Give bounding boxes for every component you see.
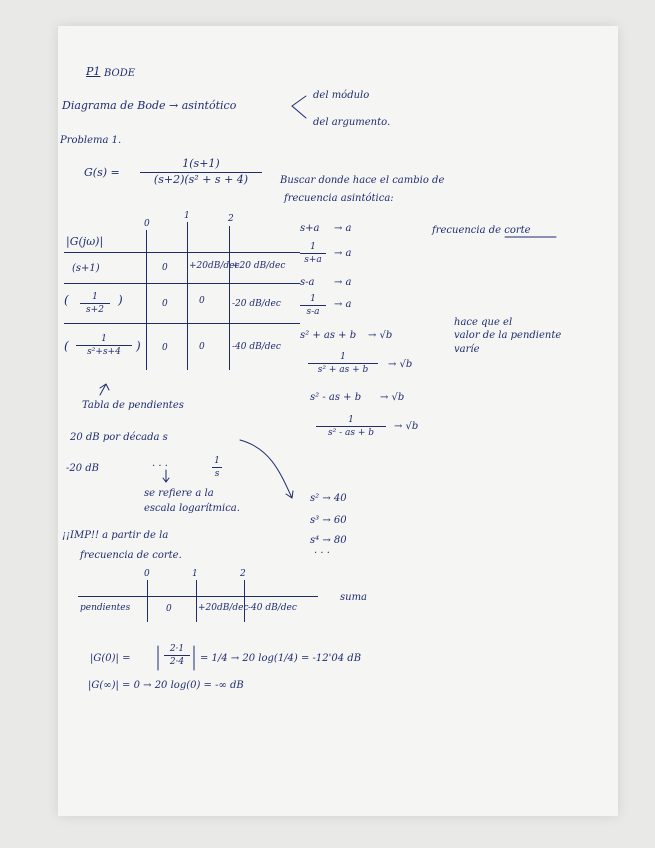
rule-7-rhs: → √b <box>380 392 405 403</box>
page-code: P1 <box>86 65 101 78</box>
result-g0-lhs: |G(0)| = <box>90 653 131 664</box>
result-g0-fraction <box>164 644 190 668</box>
slope-row-2-c0: 0 <box>162 299 168 309</box>
rule-5-rhs: → √b <box>368 330 393 341</box>
rule-8-den: s² - as + b <box>328 428 374 439</box>
rule-4-den: s-a <box>306 307 320 318</box>
rule-3-rhs: → a <box>334 277 352 288</box>
important-line-2: frecuencia de corte. <box>80 550 182 561</box>
slope-row-2-paren-open: ( <box>64 293 69 307</box>
rule-1-lhs: s+a <box>300 223 320 234</box>
transfer-function-fraction <box>140 158 262 186</box>
corner-frequency-text: frecuencia de corte <box>432 225 531 236</box>
sum-table-cell-1: +20dB/dec <box>198 603 249 613</box>
sum-table-col-0: 0 <box>144 569 150 579</box>
decade-note-line-1: 20 dB por década s <box>70 432 168 443</box>
slope-table-vline-2 <box>229 226 230 370</box>
sum-table-col-2: 2 <box>240 569 246 579</box>
rule-4-rhs: → a <box>334 299 352 310</box>
decade-note-fraction <box>212 456 222 480</box>
rule-1-rhs: → a <box>334 223 352 234</box>
power-ellipsis: · · · <box>314 548 330 559</box>
slope-table-header: |G(jω)| <box>66 235 104 248</box>
fraction-bar <box>300 253 326 254</box>
slope-row-1-c0: 0 <box>162 263 168 273</box>
fraction-bar <box>316 426 386 427</box>
sum-table-cell-0: 0 <box>166 604 172 614</box>
sum-table-vline-0 <box>147 580 148 622</box>
power-s3: s³ → 60 <box>310 515 347 526</box>
rule-3-lhs: s-a <box>300 277 315 288</box>
side-note-slope-line-3: varíe <box>454 344 480 355</box>
fraction-bar <box>164 655 190 656</box>
note-search-line-2: frecuencia asintótica: <box>284 193 394 204</box>
slope-row-3-c0: 0 <box>162 343 168 353</box>
intro-branch-argumento: del argumento. <box>313 117 391 128</box>
rule-2-rhs: → a <box>334 248 352 259</box>
sum-table-vline-1 <box>196 580 197 622</box>
slope-row-3-paren-close: ) <box>136 339 141 353</box>
rule-2-fraction <box>300 242 326 266</box>
sum-table-note: suma <box>340 592 368 603</box>
slope-row-3-c1: 0 <box>199 342 205 352</box>
power-s4: s⁴ → 80 <box>310 535 347 546</box>
decade-note-fraction-num: 1 <box>214 456 220 466</box>
sum-table-cell-2: -40 dB/dec <box>248 603 297 613</box>
rule-6-num: 1 <box>340 352 346 362</box>
slope-table-hline-1 <box>64 283 300 284</box>
side-note-slope-line-2: valor de la pendiente <box>454 330 562 341</box>
transfer-function-numerator: 1(s+1) <box>182 157 220 170</box>
result-g0-den: 2·4 <box>169 657 185 668</box>
result-ginf: |G(∞)| = 0 → 20 log(0) = -∞ dB <box>88 680 244 691</box>
intro-title: Diagrama de Bode → asintótico <box>62 99 237 112</box>
power-s2: s² → 40 <box>310 493 347 504</box>
slope-row-2-c2: -20 dB/dec <box>232 299 281 309</box>
sum-table-row-label: pendientes <box>80 603 131 613</box>
rule-5-lhs: s² + as + b <box>300 330 357 341</box>
slope-row-2-paren-close: ) <box>118 293 123 307</box>
slope-table-hline-0 <box>64 252 300 253</box>
rule-6-den: s² + as + b <box>317 365 369 376</box>
rule-8-rhs: → √b <box>394 421 419 432</box>
slope-table-hline-2 <box>64 323 300 324</box>
slope-row-3-c2: -40 dB/dec <box>232 342 281 352</box>
slope-table-caption: Tabla de pendientes <box>82 400 184 411</box>
decade-note-line-2-mid: · · · <box>152 461 168 472</box>
slope-row-2-factor <box>80 292 110 316</box>
rule-2-num: 1 <box>310 242 316 252</box>
decade-note-fraction-den: s <box>214 469 220 480</box>
rule-8-num: 1 <box>348 415 354 425</box>
side-note-corner-frequency <box>432 225 531 236</box>
slope-row-2-c1: 0 <box>199 296 205 306</box>
sum-table-hline <box>78 596 318 597</box>
fraction-bar <box>300 305 326 306</box>
result-g0-rest: = 1/4 → 20 log(1/4) = -12'04 dB <box>200 653 362 664</box>
decade-note-line-2-lhs: -20 dB <box>66 463 100 474</box>
slope-table-col-0: 0 <box>144 219 150 229</box>
sum-table-vline-2 <box>244 580 245 622</box>
important-line-1: ¡¡IMP!! a partir de la <box>62 530 169 541</box>
intro-branch-modulo: del módulo <box>313 90 370 101</box>
decade-note-refers-1: se refiere a la <box>144 488 214 499</box>
rule-6-rhs: → √b <box>388 359 413 370</box>
rule-4-num: 1 <box>310 294 316 304</box>
rule-4-fraction <box>300 294 326 318</box>
decade-note-refers-2: escala logarítmica. <box>144 503 240 514</box>
rule-2-den: s+a <box>304 255 322 266</box>
transfer-function-denominator: (s+2)(s² + s + 4) <box>153 172 249 186</box>
fraction-bar <box>80 303 110 304</box>
side-note-slope-line-1: hace que el <box>454 317 513 328</box>
slope-table-vline-0 <box>146 230 147 370</box>
slope-row-3-paren-open: ( <box>64 339 69 353</box>
slope-row-2-den: s+2 <box>86 305 104 316</box>
sum-table-col-1: 1 <box>192 569 198 579</box>
slope-table-vline-1 <box>187 222 188 370</box>
slope-row-1-c2: +20 dB/dec <box>232 261 286 271</box>
slope-table-col-2: 2 <box>228 214 234 224</box>
slope-row-3-num: 1 <box>101 334 107 344</box>
slope-row-3-den: s²+s+4 <box>87 347 121 358</box>
fraction-bar <box>308 363 378 364</box>
rule-6-fraction <box>308 352 378 376</box>
slope-row-2-num: 1 <box>92 292 98 302</box>
slope-row-1-c1: +20dB/dec <box>189 261 240 271</box>
page-topic: BODE <box>104 68 136 79</box>
problem-label: Problema 1. <box>60 135 122 146</box>
transfer-function-lhs: G(s) = <box>84 166 120 179</box>
slope-table-col-1: 1 <box>184 211 190 221</box>
slope-row-3-factor <box>76 334 132 358</box>
rule-7-lhs: s² - as + b <box>310 392 362 403</box>
slope-row-1-factor: (s+1) <box>72 263 100 274</box>
fraction-bar <box>212 467 222 468</box>
result-g0-num: 2·1 <box>169 644 185 654</box>
note-search-line-1: Buscar donde hace el cambio de <box>280 175 445 186</box>
fraction-bar <box>76 345 132 346</box>
rule-8-fraction <box>316 415 386 439</box>
